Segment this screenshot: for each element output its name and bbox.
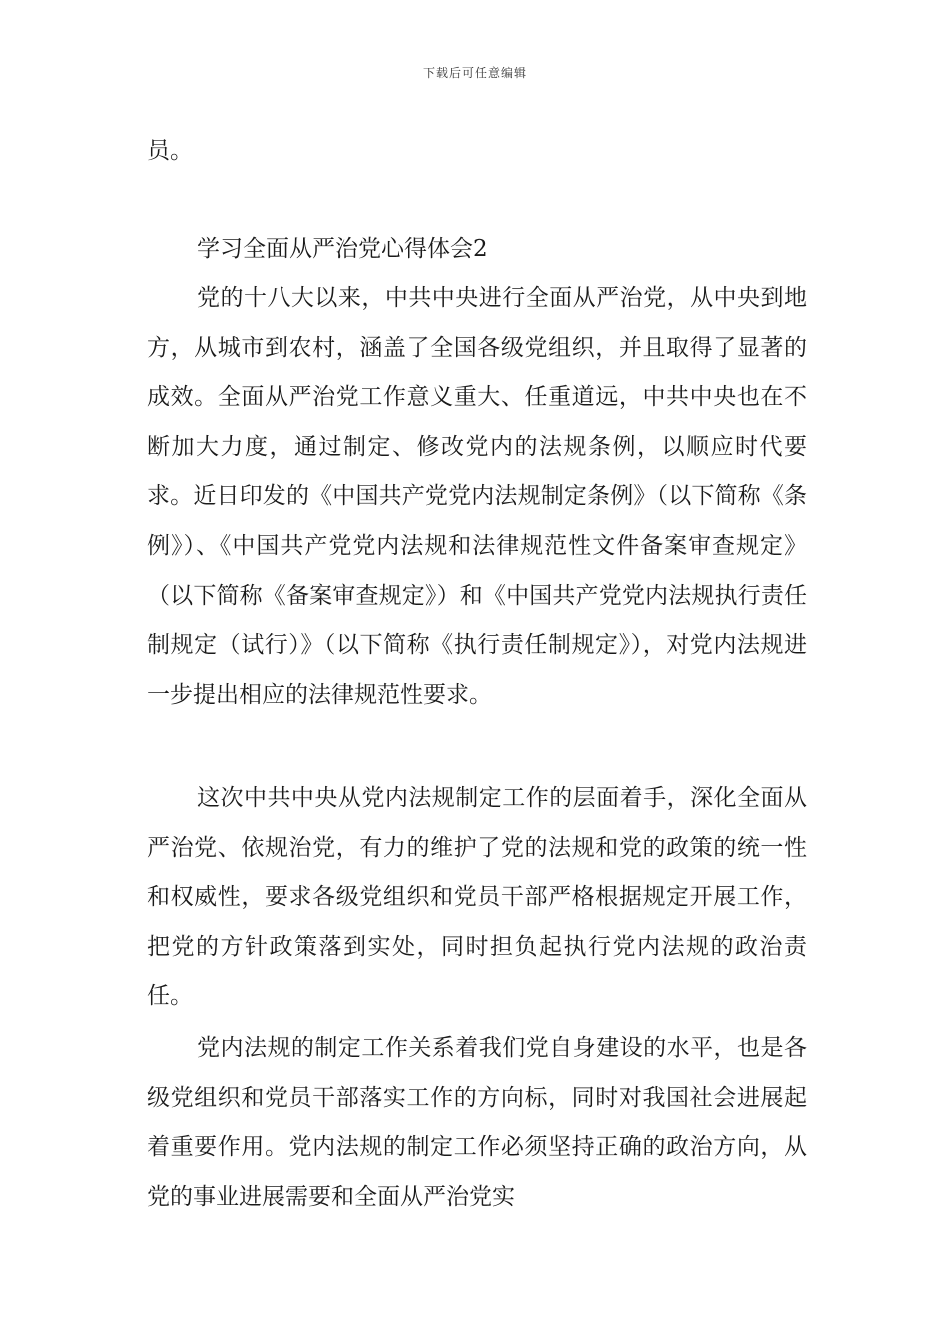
paragraph-1 xyxy=(147,274,807,720)
paragraph-3-text: 党内法规的制定工作关系着我们党自身建设的水平，也是各级党组织和党员干部落实工作的方向标，同时对我国社会进展起着重要作用。党内法规的制定工作必须坚持正确的政治方向，从党的事业进展需要和全面从严治党实 xyxy=(147,1035,807,1210)
paragraph-2 xyxy=(147,774,807,1022)
section-title: 学习全面从严治党心得体会2 xyxy=(197,236,488,262)
paragraph-3 xyxy=(147,1024,807,1222)
continuation-line: 员。 xyxy=(147,138,193,164)
paragraph-1-text: 党的十八大以来，中共中央进行全面从严治党，从中央到地方，从城市到农村，涵盖了全国各级党组织，并且取得了显著的成效。全面从严治党工作意义重大、任重道远，中共中央也在不断加大力度，通过制定、修改党内的法规条例，以顺应时代要求。近日印发的《中国共产党党内法规制定条例》（以下简称《条例》）、《中国共产党党内法规和法律规范性文件备案审查规定》（以下简称《备案审查规定》）和《中国共产党党内法规执行责任制规定（试行）》（以下简称《执行责任制规定》），对党内法规进一步提出相应的法律规范性要求。 xyxy=(147,285,807,708)
page-header: 下载后可任意编辑 xyxy=(422,66,527,80)
paragraph-2-text: 这次中共中央从党内法规制定工作的层面着手，深化全面从严治党、依规治党，有力的维护了党的法规和党的政策的统一性和权威性，要求各级党组织和党员干部严格根据规定开展工作，把党的方针政策落到实处，同时担负起执行党内法规的政治责任。 xyxy=(147,785,807,1010)
